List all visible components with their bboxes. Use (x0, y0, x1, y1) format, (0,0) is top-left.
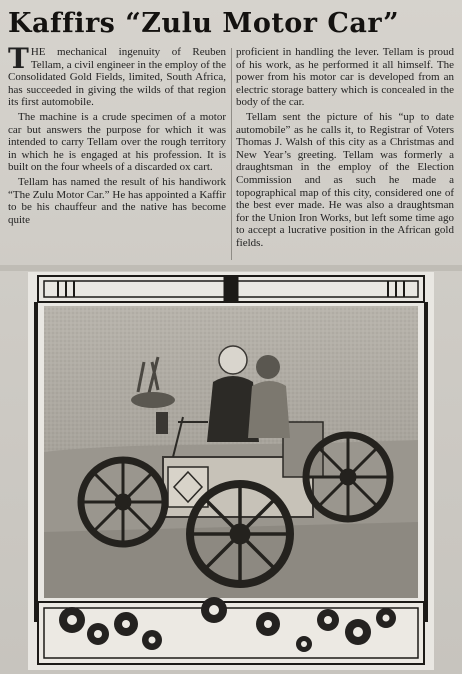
article (4, 4, 458, 262)
article-column-left (8, 42, 226, 226)
separator (0, 265, 462, 271)
photo-illustration (28, 272, 434, 670)
paragraph: proficient in handling the lever. Tellam is proud of his work, as he performed it all himself. The power from his motor car is developed from an electric storage battery which is concealed in the body of the car. (236, 46, 454, 109)
drop-cap: T (8, 42, 29, 75)
paragraph: Tellam sent the picture of his “up to date automobile” as he calls it, to Registrar of Voters Thomas J. Walsh of this city as a Christmas and New Year’s greeting. Tellam was formerly a draughtsman in the employ of the Election Commission and as such he made a topographical map of this city, considered one of the best ever made. He was also a draughtsman for the Union Iron Works, but left some time ago to accept a lucrative position in the African gold fields. (236, 110, 454, 249)
photo (44, 306, 418, 598)
paragraph: Tellam has named the result of his handiwork “The Zulu Motor Car.” He has appointed a Kaffir to be his chauffeur and the native has become quite (8, 175, 226, 226)
headline: Kaffirs “Zulu Motor Car” (8, 8, 400, 39)
paragraph: The machine is a crude specimen of a motor car but answers the purpose for which it was intended to carry Tellam over the rough territory in which he is engaged at his profession. It is built on the four wheels of a discarded ox cart. (8, 110, 226, 174)
paragraph: THE mechanical ingenuity of Reuben Tellam, a civil engineer in the employ of the Consolidated Gold Fields, limited, South Africa, has succeeded in giving the wilds of that region its first automobile. (8, 42, 226, 109)
ornamental-border-top (38, 276, 424, 302)
article-column-right (236, 46, 454, 250)
column-rule (231, 48, 232, 260)
photo-frame (28, 272, 434, 670)
